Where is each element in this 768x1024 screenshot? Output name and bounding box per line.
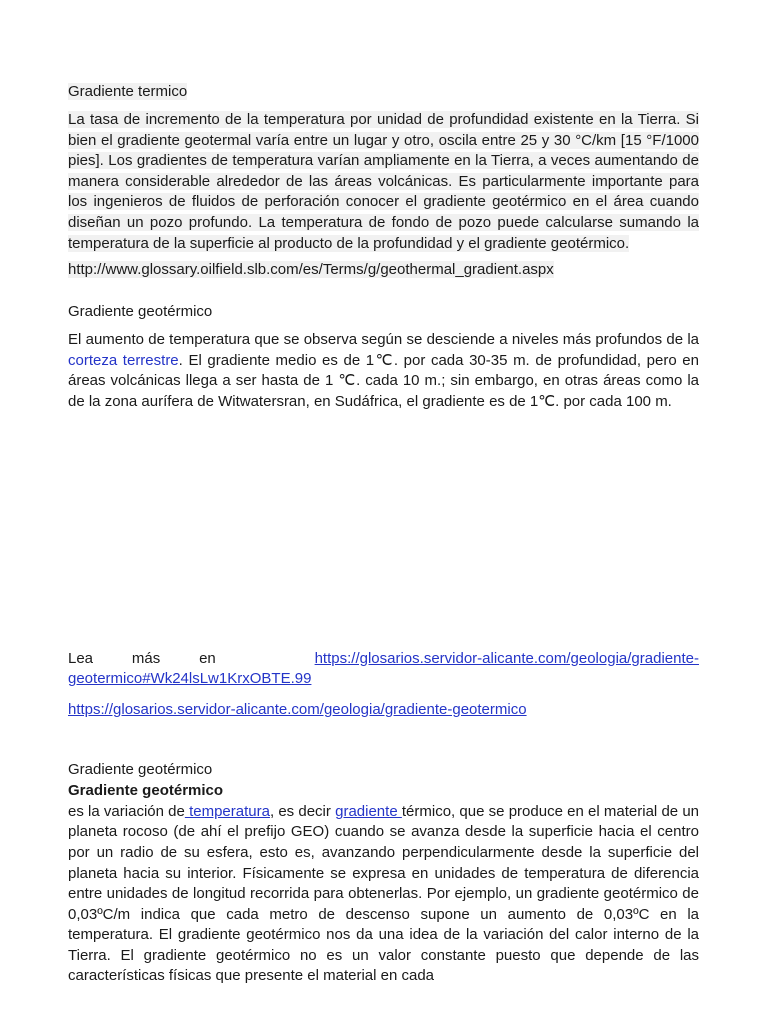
definition-text-1: es la variación de: [68, 802, 185, 820]
paragraph-geotermico: [68, 330, 699, 412]
document-page: [68, 82, 699, 987]
definition-text-2: , es decir: [269, 802, 336, 820]
paragraph-text-before: El aumento de temperatura que se observa según se desciende a niveles más profundos de la: [68, 331, 699, 349]
source-url: [68, 260, 699, 280]
paragraph-termico: [68, 110, 699, 254]
section-heading-geotermico: Gradiente geotérmico: [68, 303, 213, 321]
read-more-line: [68, 649, 699, 690]
paragraph-definicion: [68, 802, 699, 987]
section-heading-geotermico-2: Gradiente geotérmico: [68, 760, 213, 778]
read-more-word-1: Lea: [68, 649, 94, 667]
glosario-link[interactable]: https://glosarios.servidor-alicante.com/geologia/gradiente-geotermico: [68, 700, 527, 718]
read-more-row: [68, 649, 699, 670]
paragraph-text: La tasa de incremento de la temperatura por unidad de profundidad existente en la Tierra. Si bien el gradiente geotermal varía entre un lugar y otro, oscila entre 25 y 30 °C/km [15 °F/1000 pies]. Los gradientes de temperatura varían ampliamente en la Tierra, a veces aumentando de manera considerable alrededor de las áreas volcánicas. Es particularmente importante para los ingenieros de fluidos de perforación conocer el gradiente geotérmico en el área cuando diseñan un pozo profundo. La temperatura de fondo de pozo puede calcularse sumando la temperatura de la superficie al producto de la profundidad y el gradiente geotérmico.: [68, 111, 699, 252]
gradiente-link[interactable]: gradiente: [335, 802, 402, 820]
section-heading-termico: [68, 82, 699, 102]
corteza-terrestre-link[interactable]: corteza terrestre: [68, 351, 179, 369]
url-line: [68, 700, 699, 720]
read-more-link-part2[interactable]: geotermico#Wk24lsLw1KrxOBTE.99: [68, 670, 312, 688]
read-more-word-3: en: [199, 649, 216, 667]
source-url-text: http://www.glossary.oilfield.slb.com/es/Terms/g/geothermal_gradient.aspx: [68, 261, 554, 279]
bold-heading: Gradiente geotérmico: [68, 781, 224, 799]
paragraph-text-after: . El gradiente medio es de 1℃. por cada 30-35 m. de profundidad, pero en áreas volcánicas llega a ser hasta de 1 ℃. cada 10 m.; sin embargo, en otras áreas como la de la zona aurífera de Witwatersran, en Sudáfrica, el gradiente es de 1℃. por cada 100 m.: [68, 351, 699, 410]
definition-text-3: térmico, que se produce en el material de un planeta rocoso (de ahí el prefijo GEO) cuando se avanza desde la superficie hacia el centro por un radio de su esfera, esto es, avanzando perpendicularmente desde la superficie del planeta hacia su interior. Físicamente se expresa en unidades de temperatura de diferencia entre unidades de longitud recorrida para obtenerlas. Por ejemplo, un gradiente geotérmico de 0,03ºC/m indica que cada metro de descenso supone un aumento de 0,03ºC en la temperatura. El gradiente geotérmico nos da una idea de la variación del calor interno de la Tierra. El gradiente geotérmico no es un valor constante puesto que depende de las características físicas que presente el material en cada: [68, 802, 700, 985]
read-more-word-2: más: [131, 649, 161, 667]
temperatura-link[interactable]: temperatura: [184, 802, 270, 820]
read-more-link-part1[interactable]: https://glosarios.servidor-alicante.com/geologia/gradiente-: [314, 649, 699, 667]
heading-text: Gradiente termico: [68, 83, 188, 100]
